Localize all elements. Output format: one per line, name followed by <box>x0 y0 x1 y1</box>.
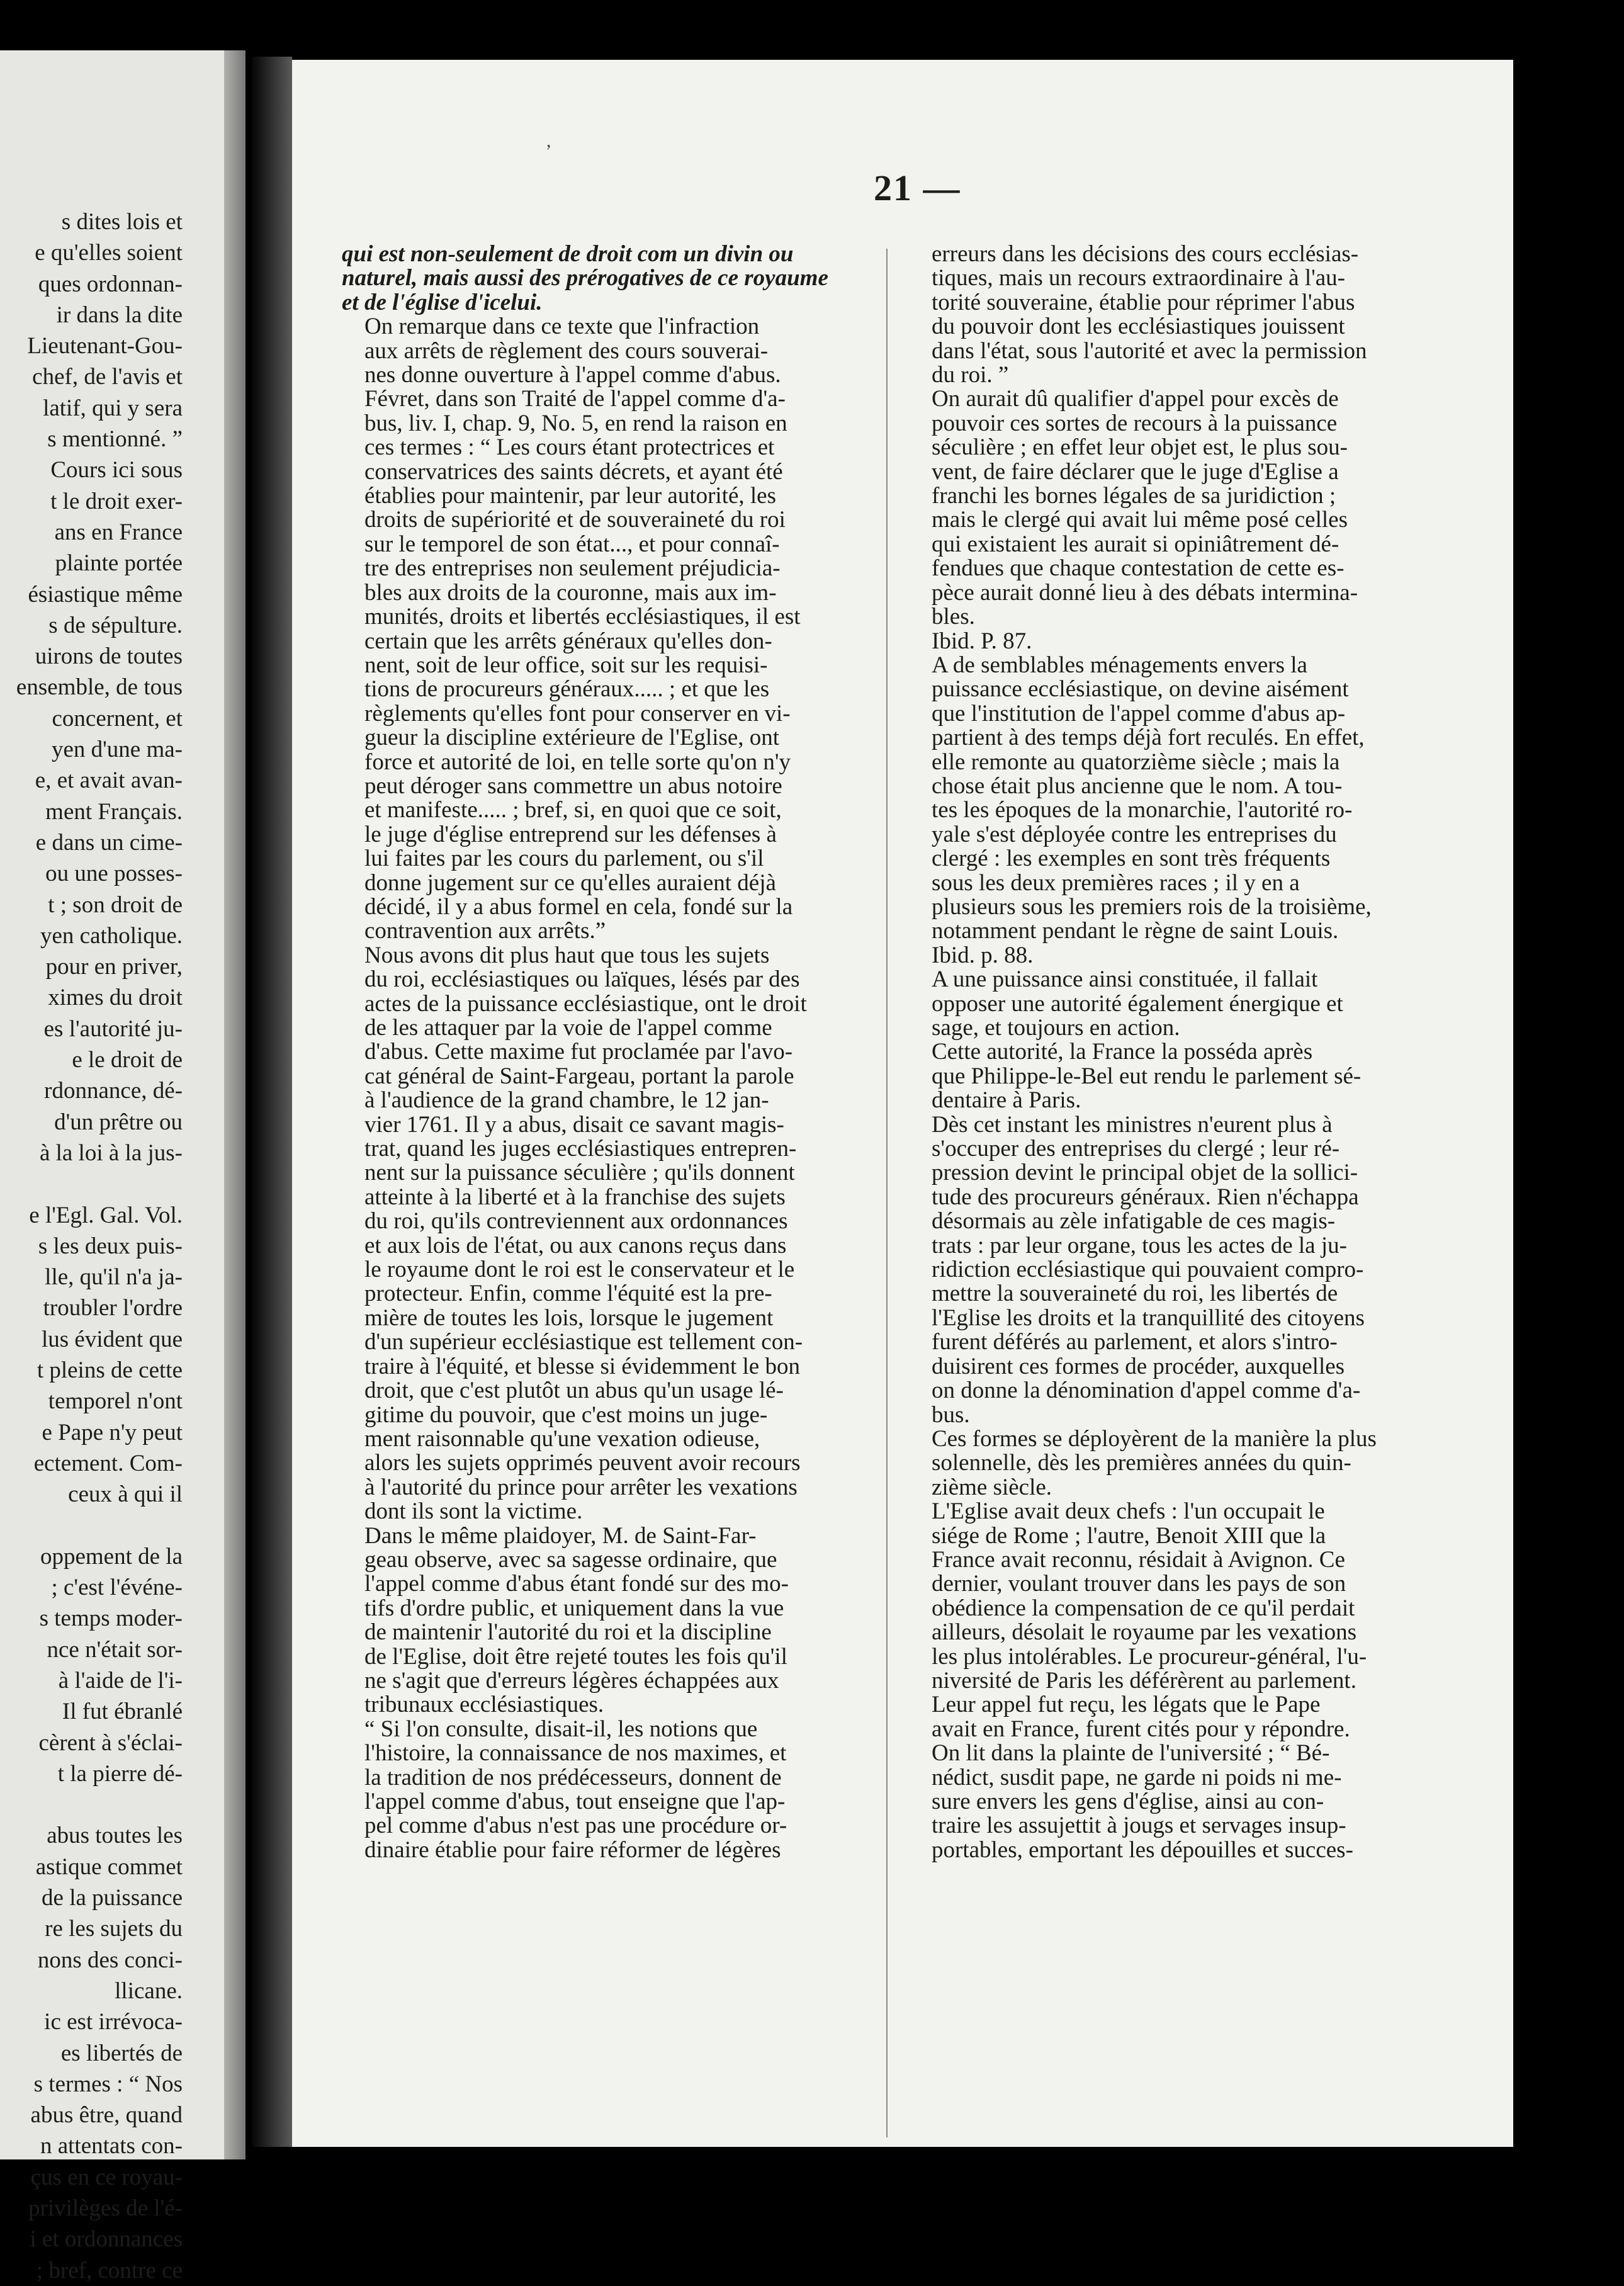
previous-page-line: temporel n'ont <box>48 1388 183 1415</box>
previous-page-line: ensemble, de tous <box>16 674 183 701</box>
paragraph <box>909 944 1439 968</box>
paragraph <box>342 1524 871 1717</box>
text-line: aux arrêts de règlement des cours souverai- <box>364 337 769 364</box>
text-line: à l'audience de la grand chambre, le 12 jan- <box>364 1087 769 1114</box>
previous-page-line <box>0 1789 183 1820</box>
text-line: conservatrices des saints décrets, et ayant été <box>364 458 783 485</box>
text-line: et de l'église d'icelui. <box>342 289 543 315</box>
text-line: sur le temporel de son état..., et pour connaî- <box>364 531 780 557</box>
previous-page-line: çus en ce royau- <box>30 2164 183 2190</box>
text-line: mière de toutes les lois, lorsque le jugement <box>364 1304 774 1331</box>
text-line: qui est non-seulement de droit com un divin ou <box>342 241 794 267</box>
text-line: actes de la puissance ecclésiastique, ont le droit <box>364 990 807 1017</box>
paragraph <box>909 1741 1439 1862</box>
previous-page-line: yen catholique. <box>40 922 183 949</box>
previous-page-line: ir dans la dite <box>56 302 183 328</box>
previous-page-line: e dans un cime- <box>35 829 183 856</box>
column-divider <box>886 249 888 2137</box>
text-line: vent, de faire déclarer que le juge d'Eglise a <box>932 458 1339 485</box>
text-line: cat général de Saint-Fargeau, portant la parole <box>364 1063 794 1089</box>
previous-page <box>0 50 245 2283</box>
paragraph <box>909 1500 1439 1693</box>
text-line: A de semblables ménagements envers la <box>932 652 1307 678</box>
text-line: tes les époques de la monarchie, l'autorité ro- <box>932 797 1353 823</box>
text-line: dans l'état, sous l'autorité et avec la permission <box>932 337 1367 364</box>
text-line: fendues que chaque contestation de cette es- <box>932 555 1345 582</box>
previous-page-line: s les deux puis- <box>38 1233 183 1259</box>
previous-page-line: e le droit de <box>72 1047 183 1073</box>
previous-page-line: ment Français. <box>45 798 183 825</box>
text-line: donne jugement sur ce qu'elles auraient déjà <box>364 869 776 896</box>
text-line: du pouvoir dont les ecclésiastiques jouissent <box>932 314 1345 340</box>
text-line: l'appel comme d'abus, tout enseigne que l'ap- <box>364 1789 786 1814</box>
text-line: L'Eglise avait deux chefs : l'un occupait le <box>932 1498 1325 1525</box>
text-line: zième siècle. <box>932 1474 1052 1500</box>
paragraph <box>909 1113 1439 1427</box>
text-line: pel comme d'abus n'est pas une procédure or- <box>364 1813 787 1839</box>
text-line: dinaire établie pour faire réformer de légères <box>364 1836 781 1863</box>
paragraph <box>909 654 1439 944</box>
text-line: Févret, dans son Traité de l'appel comme d'a- <box>364 386 786 412</box>
text-line: trats : par leur organe, tous les actes de la ju- <box>932 1232 1347 1259</box>
text-line: force et autorité de loi, en telle sorte qu'on n'y <box>364 749 791 775</box>
paragraph <box>342 1717 871 1862</box>
previous-page-line: s mentionné. ” <box>47 426 183 453</box>
text-line: geau observe, avec sa sagesse ordinaire, que <box>364 1546 777 1573</box>
text-line: clergé : les exemples en sont très fréquents <box>932 846 1331 872</box>
previous-page-line: s de sépulture. <box>48 612 183 638</box>
previous-page-line: abus être, quand <box>30 2102 183 2129</box>
text-line: les plus intolérables. Le procureur-général, l'u- <box>932 1643 1367 1670</box>
text-line: atteinte à la liberté et à la franchise des sujets <box>364 1184 786 1210</box>
paragraph <box>909 242 1439 387</box>
text-line: de l'Eglise, doit être rejeté toutes les fois qu'il <box>364 1643 787 1670</box>
previous-page-line <box>0 1510 183 1541</box>
text-line: s'occuper des entreprises du clergé ; leur ré- <box>932 1136 1340 1162</box>
text-line: du roi. ” <box>932 362 1009 388</box>
text-line: niversité de Paris les déférèrent au parlement. <box>932 1667 1356 1694</box>
previous-page-line: e l'Egl. Gal. Vol. <box>29 1202 183 1228</box>
text-line: gitime du pouvoir, que c'est moins un juge- <box>364 1401 768 1428</box>
text-line: France avait reconnu, résidait à Avignon. Ce <box>932 1546 1345 1573</box>
text-line: décidé, il y a abus formel en cela, fondé sur la <box>364 893 793 920</box>
text-line: franchi les bornes légales de sa juridiction ; <box>932 483 1336 509</box>
previous-page-line: ceux à qui il <box>68 1481 183 1508</box>
text-line: traire les assujettit à jougs et servages insup- <box>932 1813 1346 1839</box>
text-line: sure envers les gens d'église, ainsi au con- <box>932 1789 1324 1814</box>
document-page <box>292 60 1513 2147</box>
previous-page-line: es l'autorité ju- <box>43 1016 183 1042</box>
paragraph <box>909 387 1439 629</box>
text-line: partient à des temps déjà fort reculés. En effet, <box>932 725 1365 751</box>
previous-page-line: ectement. Com- <box>33 1450 183 1476</box>
previous-page-line: re les sujets du <box>45 1916 183 1942</box>
paragraph <box>909 1427 1439 1500</box>
previous-page-line: s termes : “ Nos <box>33 2071 183 2097</box>
paragraph <box>342 944 871 1524</box>
text-line: de les attaquer par la voie de l'appel comme <box>364 1015 772 1041</box>
text-line: séculière ; en effet leur objet est, le plus sou- <box>932 434 1348 461</box>
previous-page-line: s temps moder- <box>39 1605 183 1632</box>
previous-page-line: troubler l'ordre <box>43 1295 183 1321</box>
text-line: sous les deux premières races ; il y en a <box>932 869 1300 896</box>
text-line: et aux lois de l'état, ou aux canons reçus dans <box>364 1232 787 1259</box>
previous-page-line: t ; son droit de <box>48 891 183 918</box>
text-line: portables, emportant les dépouilles et succes- <box>932 1836 1353 1863</box>
text-line: dentaire à Paris. <box>932 1087 1081 1114</box>
page-number: 21 — <box>874 167 961 208</box>
text-line: avait en France, furent cités pour y répondre. <box>932 1716 1350 1742</box>
previous-page-line: à la loi à la jus- <box>39 1140 183 1166</box>
previous-page-line: privilèges de l'é- <box>28 2195 183 2221</box>
text-line: ne s'agit que d'erreurs légères échappées aux <box>364 1667 779 1694</box>
text-line: désormais au zèle infatigable de ces magis- <box>932 1208 1336 1235</box>
text-line: Leur appel fut reçu, les légats que le Pape <box>932 1692 1321 1718</box>
text-line: lui faites par les cours du parlement, ou s'il <box>364 846 764 872</box>
text-line: mais le clergé qui avait lui même posé celles <box>932 507 1348 533</box>
text-line: nes donne ouverture à l'appel comme d'abus. <box>364 362 781 388</box>
text-line: du roi, ecclésiastiques ou laïques, lésés par des <box>364 966 800 993</box>
text-line: protecteur. Enfin, comme l'équité est la pre- <box>364 1281 772 1307</box>
text-line: dont ils sont la victime. <box>364 1498 583 1525</box>
text-line: pèce aurait donné lieu à des débats intermina- <box>932 579 1358 606</box>
text-line: naturel, mais aussi des prérogatives de ce royaume <box>342 265 828 291</box>
previous-page-line: e, et avait avan- <box>35 767 183 794</box>
text-line: que Philippe-le-Bel eut rendu le parlement sé- <box>932 1063 1362 1089</box>
text-line: ces termes : “ Les cours étant protectrices et <box>364 434 775 461</box>
previous-page-line: i et ordonnances <box>30 2226 183 2253</box>
text-line: le royaume dont le roi est le conservateur et le <box>364 1257 795 1283</box>
paragraph <box>909 630 1439 654</box>
text-line: traire à l'équité, et blesse si évidemment le bon <box>364 1353 800 1379</box>
text-line: pouvoir ces sortes de recours à la puissance <box>932 410 1338 436</box>
previous-page-line: plainte portée <box>55 550 183 577</box>
text-line: l'appel comme d'abus étant fondé sur des mo- <box>364 1571 789 1597</box>
text-line: contravention aux arrêts.” <box>364 918 606 944</box>
previous-page-line: n attentats con- <box>40 2133 183 2159</box>
text-line: peut déroger sans commettre un abus notoire <box>364 772 782 799</box>
previous-page-line: ; c'est l'événe- <box>51 1575 183 1601</box>
text-line: alors les sujets opprimés peuvent avoir recours <box>364 1450 801 1476</box>
previous-page-line: chef, de l'avis et <box>32 364 183 390</box>
text-line: yale s'est déployée contre les entreprises du <box>932 821 1337 847</box>
text-line: erreurs dans les décisions des cours ecclésias- <box>932 241 1359 267</box>
previous-page-line: uirons de toutes <box>35 643 183 670</box>
previous-page-line: Lieutenant-Gou- <box>27 333 183 359</box>
text-line: duisirent ces formes de procéder, auxquelles <box>932 1353 1345 1379</box>
previous-page-line: cèrent à s'éclai- <box>38 1729 183 1756</box>
text-line: qui existaient les aurait si opiniâtrement dé- <box>932 531 1339 557</box>
text-line: pression devint le principal objet de la sollici- <box>932 1160 1358 1186</box>
previous-page-text <box>0 207 183 2286</box>
paragraph <box>342 242 871 315</box>
text-line: solennelle, dès les premières années du quin- <box>932 1450 1351 1476</box>
paragraph <box>909 1693 1439 1741</box>
previous-page-line: rdonnance, dé- <box>44 1078 183 1104</box>
text-line: munités, droits et libertés ecclésiastiques, il est <box>364 604 801 630</box>
text-line: tude des procureurs généraux. Rien n'échappa <box>932 1184 1359 1210</box>
text-line: ment raisonnable qu'une vexation odieuse, <box>364 1425 760 1452</box>
text-line: nédict, susdit pape, ne garde ni poids ni me- <box>932 1764 1342 1791</box>
text-line: d'un supérieur ecclésiastique est tellement con- <box>364 1329 803 1355</box>
text-line: Ibid. p. 88. <box>932 942 1034 968</box>
text-line: puissance ecclésiastique, on devine aisément <box>932 676 1349 703</box>
text-line: elle remonte au quatorzième siècle ; mais la <box>932 749 1340 775</box>
previous-page-line: es libertés de <box>60 2040 183 2066</box>
previous-page-line: lle, qu'il n'a ja- <box>45 1264 183 1291</box>
previous-page-line: ques ordonnan- <box>38 271 183 297</box>
left-column <box>342 242 871 1862</box>
text-line: tions de procureurs généraux..... ; et que les <box>364 676 770 703</box>
text-line: règlements qu'elles font pour conserver en vi- <box>364 700 791 727</box>
previous-page-line: Cours ici sous <box>50 457 183 484</box>
page-gutter <box>224 50 245 2159</box>
paragraph <box>909 1040 1439 1112</box>
text-line: Cette autorité, la France la posséda après <box>932 1039 1313 1065</box>
text-line: de maintenir l'autorité du roi et la discipline <box>364 1619 772 1646</box>
text-line: nent, soit de leur office, soit sur les requisi- <box>364 652 768 678</box>
text-line: ailleurs, désolait le royaume par les vexations <box>932 1619 1357 1646</box>
previous-page-line: yen d'une ma- <box>51 737 183 763</box>
text-line: certain que les arrêts généraux qu'elles don- <box>364 628 772 654</box>
text-line: “ Si l'on consulte, disait-il, les notions que <box>364 1716 758 1742</box>
previous-page-line: ou une posses- <box>45 861 183 887</box>
ink-mark: , <box>546 130 551 151</box>
text-line: établies pour maintenir, par leur autorité, les <box>364 483 777 509</box>
text-line: tre des entreprises non seulement préjudicia- <box>364 555 781 582</box>
text-line: le juge d'église entreprend sur les défenses à <box>364 821 777 847</box>
text-line: à l'autorité du prince pour arrêter les vexations <box>364 1474 798 1500</box>
previous-page-line: ; bref, contre ce <box>36 2257 183 2283</box>
previous-page-line: astique commet <box>35 1853 183 1880</box>
right-column <box>909 242 1439 1862</box>
paragraph <box>342 315 871 944</box>
text-line: siége de Rome ; l'autre, Benoit XIII que la <box>932 1522 1326 1549</box>
text-line: et manifeste..... ; bref, si, en quoi que ce soit, <box>364 797 782 823</box>
previous-page-line: ximes du droit <box>48 985 183 1011</box>
previous-page-line: ic est irrévoca- <box>44 2009 183 2035</box>
previous-page-line: Il fut ébranlé <box>62 1699 183 1725</box>
text-line: bus, liv. I, chap. 9, No. 5, en rend la raison en <box>364 410 787 436</box>
binding-shadow <box>252 57 292 2147</box>
previous-page-line: d'un prêtre ou <box>54 1109 183 1135</box>
text-line: Ibid. P. 87. <box>932 628 1032 654</box>
text-line: bles. <box>932 604 975 630</box>
text-line: On remarque dans ce texte que l'infraction <box>364 314 760 340</box>
previous-page-line: ésiastique même <box>28 581 183 608</box>
text-line: Dès cet instant les ministres n'eurent plus à <box>932 1111 1333 1138</box>
text-line: la tradition de nos prédécesseurs, donnent de <box>364 1764 782 1791</box>
previous-page-line: llicane. <box>115 1978 183 2004</box>
previous-page-line: latif, qui y sera <box>43 395 183 421</box>
previous-page-line: nons des conci- <box>37 1947 183 1973</box>
previous-page-line: ans en France <box>54 519 183 545</box>
text-line: A une puissance ainsi constituée, il fallait <box>932 966 1318 993</box>
text-line: furent déférés au parlement, et alors s'intro- <box>932 1329 1338 1355</box>
text-line: dernier, voulant trouver dans les pays de son <box>932 1571 1346 1597</box>
previous-page-line: pour en priver, <box>45 954 183 980</box>
text-line: tiques, mais un recours extraordinaire à l'au- <box>932 265 1346 291</box>
text-line: bles aux droits de la couronne, mais aux im- <box>364 579 777 606</box>
previous-page-line: nce n'était sor- <box>47 1636 183 1663</box>
text-line: l'histoire, la connaissance de nos maximes, et <box>364 1740 787 1767</box>
paragraph <box>909 968 1439 1040</box>
text-line: trat, quand les juges ecclésiastiques entrepren- <box>364 1136 797 1162</box>
previous-page-line: concernent, et <box>52 705 183 732</box>
text-line: tribunaux ecclésiastiques. <box>364 1692 604 1718</box>
previous-page-line: t le droit exer- <box>50 488 183 514</box>
text-line: obédience la compensation de ce qu'il perdait <box>932 1595 1355 1621</box>
previous-page-line: lus évident que <box>41 1326 183 1352</box>
previous-page-line: à l'aide de l'i- <box>58 1667 183 1694</box>
previous-page-line <box>0 1168 183 1199</box>
text-line: plusieurs sous les premiers rois de la troisième, <box>932 893 1372 920</box>
text-line: Dans le même plaidoyer, M. de Saint-Far- <box>364 1522 757 1549</box>
text-line: nent sur la puissance séculière ; qu'ils donnent <box>364 1160 795 1186</box>
text-line: tifs d'ordre public, et uniquement dans la vue <box>364 1595 784 1621</box>
text-line: d'abus. Cette maxime fut proclamée par l'avo- <box>364 1039 793 1065</box>
text-line: sage, et toujours en action. <box>932 1015 1180 1041</box>
text-line: du roi, qu'ils contreviennent aux ordonnances <box>364 1208 788 1235</box>
text-line: ridiction ecclésiastique qui pouvaient compro- <box>932 1257 1364 1283</box>
text-line: opposer une autorité également énergique et <box>932 990 1343 1017</box>
text-line: torité souveraine, établie pour réprimer l'abus <box>932 289 1355 315</box>
previous-page-line: e qu'elles soient <box>35 240 183 266</box>
previous-page-line: t pleins de cette <box>37 1357 183 1383</box>
previous-page-line: t la pierre dé- <box>57 1760 183 1787</box>
text-line: gueur la discipline extérieure de l'Eglise, ont <box>364 725 780 751</box>
previous-page-line: s dites lois et <box>61 209 183 235</box>
text-line: vier 1761. Il y a abus, disait ce savant magis- <box>364 1111 784 1138</box>
text-line: droit, que c'est plutôt un abus qu'un usage lé- <box>364 1378 784 1404</box>
text-line: Ces formes se déployèrent de la manière la plus <box>932 1425 1377 1452</box>
text-line: notamment pendant le règne de saint Louis. <box>932 918 1339 944</box>
text-line: droits de supériorité et de souveraineté du roi <box>364 507 786 533</box>
text-line: On aurait dû qualifier d'appel pour excès de <box>932 386 1339 412</box>
text-line: bus. <box>932 1401 970 1428</box>
previous-page-line: abus toutes les <box>47 1823 183 1849</box>
previous-page-line: de la puissance <box>42 1885 183 1911</box>
previous-page-line: oppement de la <box>40 1543 183 1570</box>
previous-page-line: e Pape n'y peut <box>42 1419 183 1446</box>
text-line: mettre la souveraineté du roi, les libertés de <box>932 1281 1338 1307</box>
text-line: chose était plus ancienne que le nom. A tou- <box>932 772 1343 799</box>
text-line: on donne la dénomination d'appel comme d'a- <box>932 1378 1361 1404</box>
text-line: que l'institution de l'appel comme d'abus ap- <box>932 700 1346 727</box>
text-line: Nous avons dit plus haut que tous les sujets <box>364 942 770 968</box>
text-line: l'Eglise les droits et la tranquillité des citoyens <box>932 1304 1365 1331</box>
text-line: On lit dans la plainte de l'université ; “ Bé- <box>932 1740 1330 1767</box>
